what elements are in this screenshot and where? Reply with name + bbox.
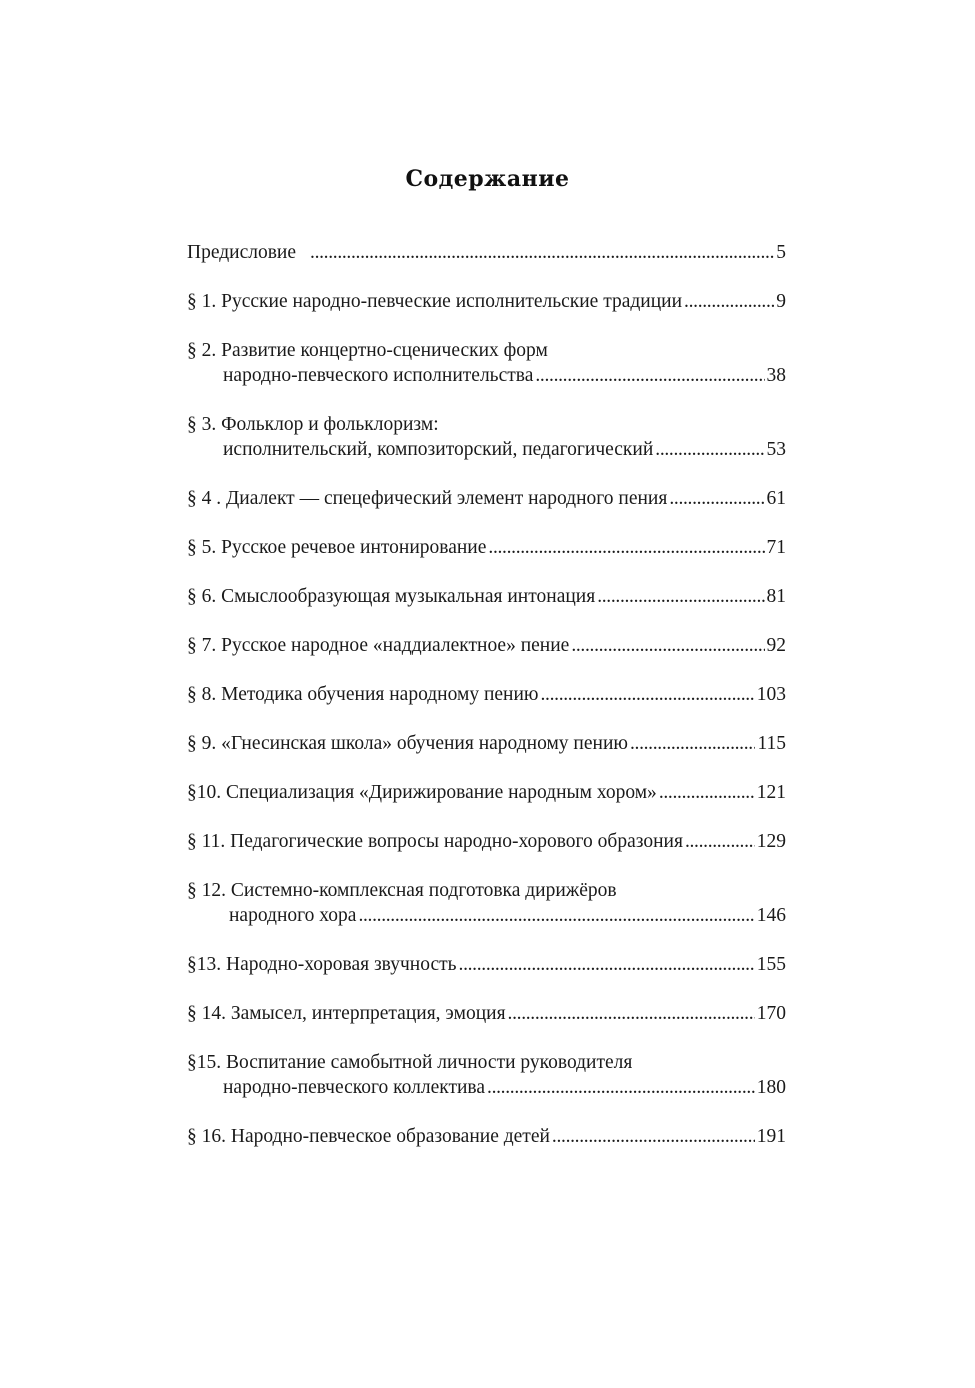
toc-entry-title: § 6. Смыслообразующая музыкальная интонация [187, 586, 596, 607]
toc-entry-title: §15. Воспитание самобытной личности руководителя [187, 1052, 633, 1073]
toc-entry-title: § 16. Народно-певческое образование детей [187, 1126, 550, 1147]
toc-entry-15[interactable] [187, 1050, 786, 1100]
toc-entry-10[interactable] [187, 780, 786, 805]
toc-page-number: 170 [756, 1003, 786, 1024]
toc-entry-title: § 5. Русское речевое интонирование [187, 537, 487, 558]
toc-page-number: 115 [757, 733, 786, 754]
toc-entry-title: § 12. Системно-комплексная подготовка дирижёров [187, 880, 617, 901]
table-of-contents [187, 240, 786, 1173]
toc-entry-4[interactable] [187, 486, 786, 511]
dot-leader [630, 731, 756, 756]
toc-page-number: 121 [756, 782, 786, 803]
dot-leader [655, 437, 764, 462]
toc-entry-title: Предисловие [187, 242, 297, 263]
toc-entry-title-continued: народно-певческого исполнительства [223, 365, 534, 386]
toc-page-number: 146 [756, 905, 786, 926]
toc-page-number: 92 [766, 635, 786, 656]
toc-entry-title: § 4 . Диалект — спецефический элемент народного пения [187, 488, 668, 509]
dot-leader [659, 780, 755, 805]
toc-entry-9[interactable] [187, 731, 786, 756]
dot-leader [571, 633, 764, 658]
toc-entry-title: §13. Народно-хоровая звучность [187, 954, 457, 975]
dot-leader [488, 535, 764, 560]
toc-entry-7[interactable] [187, 633, 786, 658]
toc-entry-8[interactable] [187, 682, 786, 707]
toc-entry-title: §10. Специализация «Дирижирование народным хором» [187, 782, 657, 803]
dot-leader [669, 486, 764, 511]
toc-entry-title: § 8. Методика обучения народному пению [187, 684, 539, 705]
toc-entry-16[interactable] [187, 1124, 786, 1149]
toc-page-number: 53 [766, 439, 786, 460]
toc-page-number: 5 [776, 242, 786, 263]
toc-entry-title: § 1. Русские народно-певческие исполнительские традиции [187, 291, 683, 312]
toc-page-number: 81 [766, 586, 786, 607]
toc-entry-6[interactable] [187, 584, 786, 609]
toc-entry-title: § 7. Русское народное «наддиалектное» пение [187, 635, 570, 656]
toc-page-number: 191 [756, 1126, 786, 1147]
toc-page-number: 71 [766, 537, 786, 558]
toc-page-number: 180 [756, 1077, 786, 1098]
dot-leader [685, 829, 755, 854]
toc-entry-14[interactable] [187, 1001, 786, 1026]
toc-entry-2[interactable] [187, 338, 786, 388]
dot-leader [597, 584, 764, 609]
page-title: Содержание [405, 166, 570, 192]
toc-entry-5[interactable] [187, 535, 786, 560]
toc-entry-1[interactable] [187, 289, 786, 314]
dot-leader [684, 289, 774, 314]
toc-entry-title: § 2. Развитие концертно-сценических форм [187, 340, 548, 361]
dot-leader [358, 903, 754, 928]
dot-leader [552, 1124, 755, 1149]
toc-entry-title-continued: народно-певческого коллектива [223, 1077, 486, 1098]
toc-entry-title: § 11. Педагогические вопросы народно-хорового образония [187, 831, 683, 852]
toc-entry-title-continued: исполнительский, композиторский, педагогический [223, 439, 654, 460]
toc-entry-title-continued: народного хора [229, 905, 357, 926]
dot-leader [459, 952, 755, 977]
toc-entry-3[interactable] [187, 412, 786, 462]
dot-leader [508, 1001, 755, 1026]
dot-leader [310, 240, 774, 265]
toc-entry-title: § 9. «Гнесинская школа» обучения народному пению [187, 733, 628, 754]
toc-entry-preface[interactable] [187, 240, 786, 265]
toc-entry-13[interactable] [187, 952, 786, 977]
dot-leader [541, 682, 755, 707]
toc-entry-12[interactable] [187, 878, 786, 928]
toc-page-number: 9 [776, 291, 786, 312]
toc-page-number: 38 [766, 365, 786, 386]
toc-page-number: 61 [766, 488, 786, 509]
toc-page-number: 103 [756, 684, 786, 705]
toc-page-number: 155 [756, 954, 786, 975]
dot-leader [535, 363, 764, 388]
toc-entry-title: § 3. Фольклор и фольклоризм: [187, 414, 439, 435]
toc-entry-11[interactable] [187, 829, 786, 854]
toc-entry-title: § 14. Замысел, интерпретация, эмоция [187, 1003, 506, 1024]
dot-leader [487, 1075, 755, 1100]
toc-page-number: 129 [756, 831, 786, 852]
